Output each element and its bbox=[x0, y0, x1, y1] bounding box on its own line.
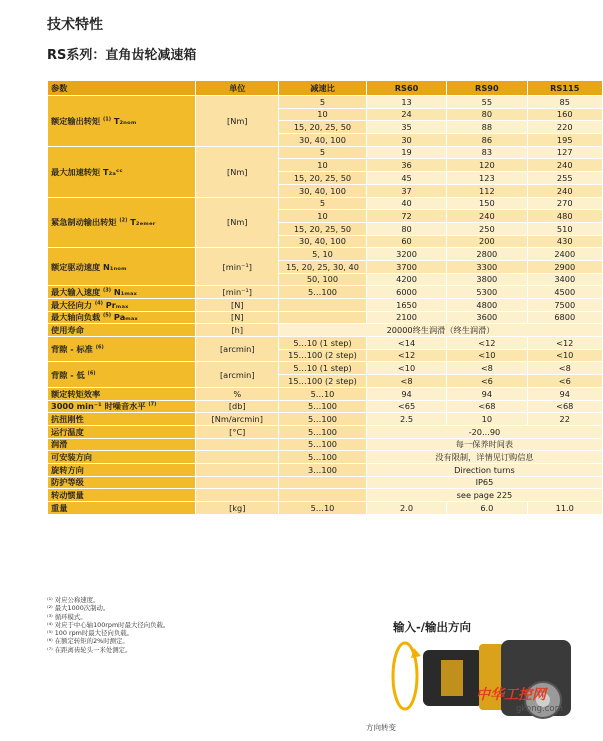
value-rs90: 200 bbox=[447, 235, 527, 248]
table-row bbox=[48, 451, 603, 464]
value-rs60: 80 bbox=[366, 222, 446, 235]
value-rs60: 94 bbox=[366, 387, 446, 400]
ratio-cell: 5 bbox=[279, 197, 367, 210]
value-rs115: 94 bbox=[527, 387, 603, 400]
table-row bbox=[48, 311, 603, 324]
param-label: 额定输出转矩 bbox=[51, 115, 101, 126]
value-rs90: 2800 bbox=[447, 248, 527, 261]
spec-table bbox=[47, 80, 603, 515]
table-row bbox=[48, 400, 603, 413]
span-value: 20000终生润滑（终生润滑） bbox=[279, 324, 603, 337]
value-rs90: 80 bbox=[447, 108, 527, 121]
value-rs115: <10 bbox=[527, 349, 603, 362]
footnote: ⁽⁷⁾ 在距离齿轮头一米处测定。 bbox=[47, 645, 132, 654]
table-row bbox=[48, 489, 603, 502]
value-rs90: 83 bbox=[447, 146, 527, 159]
ratio-cell: 15, 20, 25, 50 bbox=[279, 222, 367, 235]
value-rs115: <68 bbox=[527, 400, 603, 413]
param-cell bbox=[48, 413, 196, 426]
unit-cell: [arcmin] bbox=[196, 337, 279, 362]
ratio-cell bbox=[279, 299, 367, 312]
value-rs60: <65 bbox=[366, 400, 446, 413]
span-value: -20...90 bbox=[366, 425, 602, 438]
value-rs90: <6 bbox=[447, 375, 527, 388]
param-cell bbox=[48, 489, 196, 502]
value-rs60: <12 bbox=[366, 349, 446, 362]
param-footnote-mark: (3) bbox=[103, 287, 112, 294]
value-rs60: <8 bbox=[366, 375, 446, 388]
value-rs115: 127 bbox=[527, 146, 603, 159]
value-rs115: 6800 bbox=[527, 311, 603, 324]
ratio-cell: 50, 100 bbox=[279, 273, 367, 286]
ratio-cell: 30, 40, 100 bbox=[279, 134, 367, 147]
param-cell bbox=[48, 387, 196, 400]
unit-cell: [N] bbox=[196, 299, 279, 312]
param-label: 重量 bbox=[51, 502, 68, 513]
ratio-cell bbox=[279, 311, 367, 324]
ratio-cell: 5…10 bbox=[279, 502, 367, 515]
param-label: 3000 min⁻¹ 时噪音水平 bbox=[51, 401, 146, 412]
param-symbol: T₂ₑₘₑᵣ bbox=[130, 217, 156, 228]
value-rs115: 240 bbox=[527, 184, 603, 197]
value-rs60: 30 bbox=[366, 134, 446, 147]
footnote: ⁽⁴⁾ 对应于中心轴100rpm时最大径向负载。 bbox=[47, 620, 170, 629]
param-footnote-mark: (4) bbox=[94, 300, 103, 306]
ratio-cell: 10 bbox=[279, 159, 367, 172]
value-rs60: 45 bbox=[366, 172, 446, 185]
unit-cell: [db] bbox=[196, 400, 279, 413]
table-row bbox=[48, 438, 603, 451]
table-row bbox=[48, 476, 603, 489]
param-label: 背隙 - 标准 bbox=[51, 344, 93, 355]
span-value: Direction turns bbox=[366, 463, 602, 476]
value-rs60: 19 bbox=[366, 146, 446, 159]
header-rs115: RS115 bbox=[527, 81, 603, 96]
param-cell bbox=[48, 146, 196, 197]
table-row bbox=[48, 324, 603, 337]
param-label: 旋转方向 bbox=[51, 464, 84, 475]
value-rs115: 11.0 bbox=[527, 502, 603, 515]
span-value: 没有限制，详情见订购信息 bbox=[366, 451, 602, 464]
param-cell bbox=[48, 324, 196, 337]
param-label: 最大加速转矩 bbox=[51, 166, 101, 177]
value-rs60: 13 bbox=[366, 96, 446, 109]
span-value: see page 225 bbox=[366, 489, 602, 502]
value-rs115: <8 bbox=[527, 362, 603, 375]
page-title: 技术特性 bbox=[47, 17, 103, 33]
unit-cell bbox=[196, 438, 279, 451]
table-row bbox=[48, 463, 603, 476]
value-rs60: 4200 bbox=[366, 273, 446, 286]
value-rs115: 2400 bbox=[527, 248, 603, 261]
value-rs115: 240 bbox=[527, 159, 603, 172]
param-label: 防护等级 bbox=[51, 477, 84, 488]
value-rs115: 22 bbox=[527, 413, 603, 426]
ratio-cell: 5…10 (1 step) bbox=[279, 362, 367, 375]
ratio-cell: 30, 40, 100 bbox=[279, 235, 367, 248]
unit-cell: % bbox=[196, 387, 279, 400]
ratio-cell: 5…100 bbox=[279, 286, 367, 299]
value-rs115: 2900 bbox=[527, 260, 603, 273]
unit-cell: [N] bbox=[196, 311, 279, 324]
page-subtitle: RS系列：直角齿轮减速箱 bbox=[47, 48, 197, 63]
ratio-cell: 10 bbox=[279, 108, 367, 121]
table-row bbox=[48, 362, 603, 375]
param-label: 最大输入速度 bbox=[51, 287, 101, 298]
unit-cell bbox=[196, 489, 279, 502]
value-rs60: 24 bbox=[366, 108, 446, 121]
param-footnote-mark: (2) bbox=[119, 217, 128, 224]
param-footnote-mark: (6) bbox=[95, 344, 104, 351]
table-row bbox=[48, 425, 603, 438]
value-rs90: 55 bbox=[447, 96, 527, 109]
value-rs90: 120 bbox=[447, 159, 527, 172]
gearbox-illustration bbox=[383, 630, 598, 726]
footnote: ⁽⁵⁾ 100 rpm时最大径向负载。 bbox=[47, 629, 133, 638]
value-rs60: 60 bbox=[366, 235, 446, 248]
param-label: 紧急制动输出转矩 bbox=[51, 217, 117, 228]
span-value: 每一保养时间表 bbox=[366, 438, 602, 451]
ratio-cell: 5…10 bbox=[279, 387, 367, 400]
value-rs90: 10 bbox=[447, 413, 527, 426]
ratio-cell bbox=[279, 476, 367, 489]
value-rs115: 430 bbox=[527, 235, 603, 248]
param-label: 可安装方向 bbox=[51, 451, 92, 462]
value-rs90: 3300 bbox=[447, 260, 527, 273]
value-rs90: 5300 bbox=[447, 286, 527, 299]
footnote: ⁽¹⁾ 对应公称速度。 bbox=[47, 596, 100, 604]
value-rs115: 480 bbox=[527, 210, 603, 223]
value-rs115: 7500 bbox=[527, 299, 603, 312]
param-symbol: T₂ₙₒₘ bbox=[113, 115, 137, 126]
param-cell bbox=[48, 362, 196, 387]
param-cell bbox=[48, 476, 196, 489]
value-rs115: <12 bbox=[527, 337, 603, 350]
param-symbol: T₂ₐᶜᶜ bbox=[103, 166, 123, 177]
figure-caption: 方向转变 bbox=[366, 723, 396, 732]
unit-cell: [Nm] bbox=[196, 96, 279, 147]
value-rs90: 86 bbox=[447, 134, 527, 147]
table-row bbox=[48, 337, 603, 350]
value-rs60: 3200 bbox=[366, 248, 446, 261]
param-symbol: Paₘₐₓ bbox=[113, 312, 138, 323]
value-rs115: 4500 bbox=[527, 286, 603, 299]
watermark-url: gkong.com bbox=[516, 704, 563, 714]
param-cell bbox=[48, 451, 196, 464]
value-rs90: <8 bbox=[447, 362, 527, 375]
param-label: 抗扭刚性 bbox=[51, 413, 84, 424]
value-rs60: 2.0 bbox=[366, 502, 446, 515]
figure-title: 输入-/输出方向 bbox=[393, 620, 471, 634]
unit-cell: [min⁻¹] bbox=[196, 286, 279, 299]
header-ratio: 减速比 bbox=[279, 81, 367, 96]
param-cell bbox=[48, 286, 196, 299]
param-cell bbox=[48, 311, 196, 324]
param-cell bbox=[48, 438, 196, 451]
ratio-cell: 3…100 bbox=[279, 463, 367, 476]
value-rs90: 240 bbox=[447, 210, 527, 223]
value-rs90: 94 bbox=[447, 387, 527, 400]
value-rs115: 85 bbox=[527, 96, 603, 109]
footnote: ⁽²⁾ 最大1000次制动。 bbox=[47, 604, 110, 613]
table-row bbox=[48, 197, 603, 210]
unit-cell: [Nm/arcmin] bbox=[196, 413, 279, 426]
footnote: ⁽³⁾ 循环模式。 bbox=[47, 612, 87, 621]
ratio-cell: 15, 20, 25, 50 bbox=[279, 172, 367, 185]
ratio-cell: 5…100 bbox=[279, 425, 367, 438]
table-row bbox=[48, 502, 603, 515]
value-rs60: <14 bbox=[366, 337, 446, 350]
param-cell bbox=[48, 197, 196, 248]
ratio-cell: 5 bbox=[279, 96, 367, 109]
unit-cell: [arcmin] bbox=[196, 362, 279, 387]
param-cell bbox=[48, 299, 196, 312]
value-rs115: <6 bbox=[527, 375, 603, 388]
value-rs60: 35 bbox=[366, 121, 446, 134]
param-label: 润滑 bbox=[51, 439, 68, 450]
value-rs115: 510 bbox=[527, 222, 603, 235]
value-rs115: 3400 bbox=[527, 273, 603, 286]
value-rs90: 112 bbox=[447, 184, 527, 197]
value-rs90: 3600 bbox=[447, 311, 527, 324]
value-rs115: 255 bbox=[527, 172, 603, 185]
footnote: ⁽⁶⁾ 在额定转矩的2%时测定。 bbox=[47, 637, 129, 646]
ratio-cell: 15…100 (2 step) bbox=[279, 349, 367, 362]
header-rs60: RS60 bbox=[366, 81, 446, 96]
value-rs90: <12 bbox=[447, 337, 527, 350]
header-rs90: RS90 bbox=[447, 81, 527, 96]
value-rs60: 72 bbox=[366, 210, 446, 223]
table-header-row bbox=[48, 81, 603, 96]
value-rs60: 36 bbox=[366, 159, 446, 172]
param-label: 额定转矩效率 bbox=[51, 388, 101, 399]
value-rs60: 2.5 bbox=[366, 413, 446, 426]
param-cell bbox=[48, 337, 196, 362]
value-rs115: 270 bbox=[527, 197, 603, 210]
value-rs90: 4800 bbox=[447, 299, 527, 312]
param-label: 额定驱动速度 bbox=[51, 261, 101, 272]
unit-cell: [min⁻¹] bbox=[196, 248, 279, 286]
header-unit: 单位 bbox=[196, 81, 279, 96]
footnotes bbox=[47, 596, 169, 654]
ratio-cell: 15, 20, 25, 50 bbox=[279, 121, 367, 134]
value-rs60: 40 bbox=[366, 197, 446, 210]
param-footnote-mark: (6) bbox=[87, 369, 96, 376]
value-rs60: 37 bbox=[366, 184, 446, 197]
param-label: 最大轴向负载 bbox=[51, 312, 101, 323]
param-cell bbox=[48, 502, 196, 515]
param-cell bbox=[48, 400, 196, 413]
ratio-cell bbox=[279, 489, 367, 502]
param-label: 背隙 - 低 bbox=[51, 369, 85, 380]
param-symbol: N₁ₙₒₘ bbox=[103, 261, 127, 272]
param-symbol: N₁ₘₐₓ bbox=[113, 287, 137, 298]
param-cell bbox=[48, 463, 196, 476]
param-label: 最大径向力 bbox=[51, 299, 92, 310]
ratio-cell: 5…100 bbox=[279, 438, 367, 451]
param-footnote-mark: (7) bbox=[148, 401, 157, 408]
table-row bbox=[48, 387, 603, 400]
unit-cell: [h] bbox=[196, 324, 279, 337]
ratio-cell: 5…100 bbox=[279, 413, 367, 426]
ratio-cell: 15, 20, 25, 30, 40 bbox=[279, 260, 367, 273]
ratio-cell: 5…10 (1 step) bbox=[279, 337, 367, 350]
value-rs115: 195 bbox=[527, 134, 603, 147]
ratio-cell: 5…100 bbox=[279, 400, 367, 413]
value-rs115: 220 bbox=[527, 121, 603, 134]
value-rs60: 1650 bbox=[366, 299, 446, 312]
unit-cell: [°C] bbox=[196, 425, 279, 438]
ratio-cell: 15…100 (2 step) bbox=[279, 375, 367, 388]
ratio-cell: 5, 10 bbox=[279, 248, 367, 261]
param-footnote-mark: (1) bbox=[103, 116, 112, 123]
unit-cell bbox=[196, 463, 279, 476]
value-rs60: 3700 bbox=[366, 260, 446, 273]
table-row bbox=[48, 299, 603, 312]
table-row bbox=[48, 286, 603, 299]
value-rs60: <10 bbox=[366, 362, 446, 375]
value-rs90: 150 bbox=[447, 197, 527, 210]
unit-cell: [Nm] bbox=[196, 197, 279, 248]
param-cell bbox=[48, 248, 196, 286]
unit-cell bbox=[196, 476, 279, 489]
value-rs90: <68 bbox=[447, 400, 527, 413]
value-rs115: 160 bbox=[527, 108, 603, 121]
value-rs60: 2100 bbox=[366, 311, 446, 324]
value-rs90: 3800 bbox=[447, 273, 527, 286]
header-param: 参数 bbox=[48, 81, 196, 96]
value-rs90: 250 bbox=[447, 222, 527, 235]
param-label: 运行温度 bbox=[51, 426, 84, 437]
param-cell bbox=[48, 425, 196, 438]
watermark-brand: 中华工控网 bbox=[476, 687, 546, 703]
param-label: 使用寿命 bbox=[51, 325, 84, 336]
span-value: IP65 bbox=[366, 476, 602, 489]
param-cell bbox=[48, 96, 196, 147]
table-row bbox=[48, 96, 603, 109]
unit-cell bbox=[196, 451, 279, 464]
table-row bbox=[48, 413, 603, 426]
value-rs60: 6000 bbox=[366, 286, 446, 299]
param-footnote-mark: (5) bbox=[103, 312, 112, 319]
value-rs90: 88 bbox=[447, 121, 527, 134]
ratio-cell: 5…100 bbox=[279, 451, 367, 464]
unit-cell: [kg] bbox=[196, 502, 279, 515]
value-rs90: 6.0 bbox=[447, 502, 527, 515]
table-row bbox=[48, 146, 603, 159]
value-rs90: <10 bbox=[447, 349, 527, 362]
table-row bbox=[48, 248, 603, 261]
param-symbol: Prₘₐₓ bbox=[105, 299, 129, 310]
param-label: 转动惯量 bbox=[51, 490, 84, 501]
value-rs90: 123 bbox=[447, 172, 527, 185]
ratio-cell: 10 bbox=[279, 210, 367, 223]
ratio-cell: 5 bbox=[279, 146, 367, 159]
ratio-cell: 30, 40, 100 bbox=[279, 184, 367, 197]
unit-cell: [Nm] bbox=[196, 146, 279, 197]
